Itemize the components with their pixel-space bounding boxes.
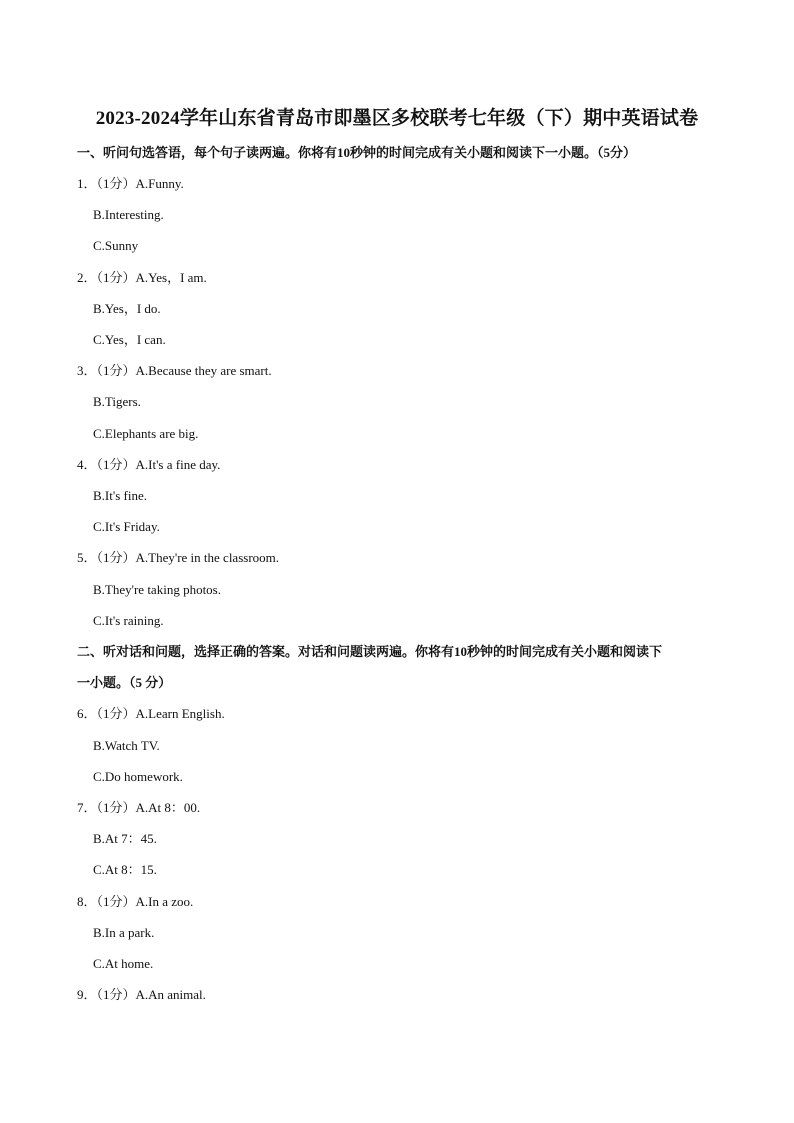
section-2-heading-line-2: 一小题。（5 分） [77,675,172,690]
question-number: 5．（1分） [77,550,136,565]
option-a: A.An animal. [135,987,206,1002]
question-5-option-c: C.It's raining. [93,613,164,628]
question-7 [77,800,200,816]
question-number: 9．（1分） [77,987,136,1002]
question-number: 4．（1分） [77,457,136,472]
option-a: A.At 8：00. [135,800,201,815]
option-a: A.It's a fine day. [135,457,221,472]
question-2-option-c: C.Yes，I can. [93,332,166,347]
question-3-option-c: C.Elephants are big. [93,426,199,441]
option-a: A.Yes，I am. [135,270,207,285]
question-8-option-c: C.At home. [93,956,154,971]
question-6-option-b: B.Watch TV. [93,738,160,753]
question-number: 1．（1分） [77,176,136,191]
section-1-heading: 一、听问句选答语，每个句子读两遍。你将有10秒钟的时间完成有关小题和阅读下一小题。（5分） [77,145,637,160]
question-number: 2．（1分） [77,270,136,285]
question-number: 7．（1分） [77,800,136,815]
question-number: 8．（1分） [77,894,136,909]
option-a: A.Funny. [135,176,184,191]
section-2-heading-line-1: 二、听对话和问题，选择正确的答案。对话和问题读两遍。你将有10秒钟的时间完成有关小题和阅读下 [77,644,663,659]
question-1-option-b: B.Interesting. [93,207,164,222]
question-number: 3．（1分） [77,363,136,378]
question-1-option-c: C.Sunny [93,238,139,253]
question-7-option-b: B.At 7：45. [93,831,157,846]
question-8 [77,894,193,910]
question-4 [77,457,220,473]
question-2-option-b: B.Yes，I do. [93,301,161,316]
question-number: 6．（1分） [77,706,136,721]
question-4-option-b: B.It's fine. [93,488,147,503]
question-8-option-b: B.In a park. [93,925,155,940]
question-3-option-b: B.Tigers. [93,394,141,409]
question-4-option-c: C.It's Friday. [93,519,160,534]
page-title: 2023-2024学年山东省青岛市即墨区多校联考七年级（下）期中英语试卷 [95,108,699,129]
question-6-option-c: C.Do homework. [93,769,183,784]
question-3 [77,363,272,379]
question-6 [77,706,225,722]
option-a: A.Learn English. [135,706,225,721]
option-a: A.In a zoo. [135,894,194,909]
question-5-option-b: B.They're taking photos. [93,582,221,597]
question-5 [77,550,279,566]
option-a: A.Because they are smart. [135,363,272,378]
question-1 [77,176,184,192]
question-9 [77,987,206,1003]
option-a: A.They're in the classroom. [135,550,280,565]
question-7-option-c: C.At 8：15. [93,862,157,877]
question-2 [77,270,207,286]
